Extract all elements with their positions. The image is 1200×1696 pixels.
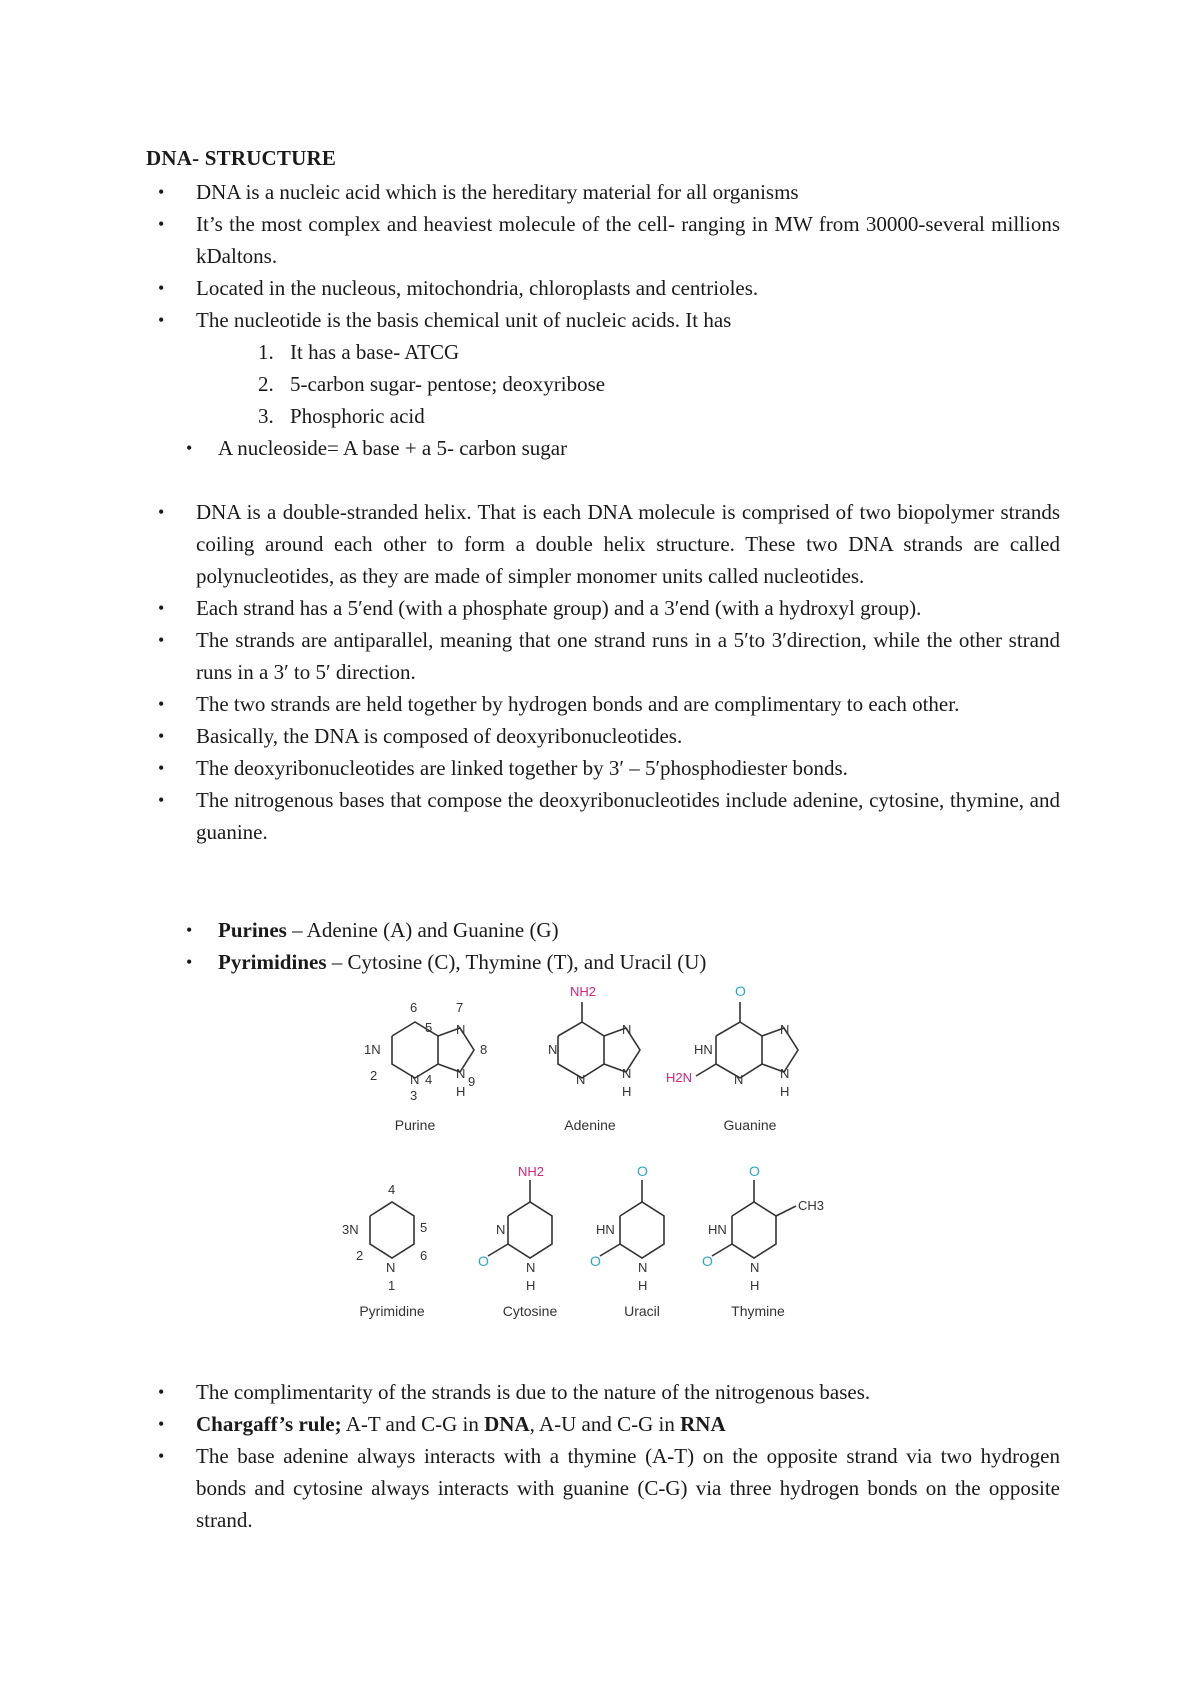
nitrogenous-bases-figure — [340, 980, 900, 1340]
pyrimidine-c6-label: 6 — [420, 1248, 428, 1263]
caption-purine: Purine — [394, 1117, 436, 1133]
purine-c4-label: 4 — [425, 1072, 433, 1087]
base-classes-list — [218, 914, 1058, 978]
adenine-n9-atom: N — [622, 1066, 632, 1081]
purine-n1-label: 1N — [364, 1042, 381, 1057]
list-item: • Pyrimidines – Cytosine (C), Thymine (T), and Uracil (U) — [218, 946, 1058, 978]
list-item: • Each strand has a 5′end (with a phosphate group) and a 3′end (with a hydroxyl group). — [196, 592, 1060, 624]
caption-cytosine: Cytosine — [502, 1303, 558, 1319]
cytosine-nh2-group: NH2 — [518, 1164, 545, 1179]
list-item: • DNA is a nucleic acid which is the hereditary material for all organisms — [196, 176, 1060, 208]
pyrimidines-label: Pyrimidines — [218, 950, 327, 974]
guanine-n9-atom: N — [780, 1066, 790, 1081]
cytosine-n1-atom: N — [526, 1260, 536, 1275]
thymine-ch3-group: CH3 — [798, 1198, 825, 1213]
guanine-n7-atom: N — [780, 1022, 790, 1037]
guanine-h9-atom: H — [780, 1084, 790, 1099]
caption-uracil: Uracil — [624, 1303, 660, 1319]
list-item: • Purines – Adenine (A) and Guanine (G) — [218, 914, 1058, 946]
list-item: • Basically, the DNA is composed of deoxyribonucleotides. — [196, 720, 1060, 752]
intro-list — [196, 176, 1060, 336]
cytosine-n3-atom: N — [496, 1222, 506, 1237]
caption-pyrimidine: Pyrimidine — [359, 1303, 425, 1319]
thymine-hn3-atom: HN — [708, 1222, 727, 1237]
closing-list — [196, 1376, 1060, 1536]
list-item: • The complimentarity of the strands is due to the nature of the nitrogenous bases. — [196, 1376, 1060, 1408]
purine-c6-label: 6 — [410, 1000, 418, 1015]
list-item: • It’s the most complex and heaviest molecule of the cell- ranging in MW from 30000-several millions kDaltons. — [196, 208, 1060, 272]
list-item: • The nitrogenous bases that compose the deoxyribonucleotides include adenine, cytosine, thymine, and guanine. — [196, 784, 1060, 848]
pyrimidine-c4-label: 4 — [388, 1182, 396, 1197]
purine-n9-atom: N — [456, 1066, 466, 1081]
nucleoside-list — [218, 432, 1058, 464]
list-item: • The base adenine always interacts with a thymine (A-T) on the opposite strand via two hydrogen bonds and cytosine always interacts with guanine (C-G) via three hydrogen bonds on the opposite strand. — [196, 1440, 1060, 1536]
pyrimidine-n1-label: 1 — [388, 1278, 396, 1293]
guanine-o6-atom: O — [735, 983, 746, 999]
list-item: • The nucleotide is the basis chemical unit of nucleic acids. It has — [196, 304, 1060, 336]
guanine-n3-atom: N — [734, 1072, 744, 1087]
thymine-o2-atom: O — [702, 1253, 713, 1269]
purines-label: Purines — [218, 918, 287, 942]
list-item: • DNA is a double-stranded helix. That is each DNA molecule is comprised of two biopolymer strands coiling around each other to form a double helix structure. These two DNA strands are called polynucleotides, as they are made of simpler monomer units called nucleotides. — [196, 496, 1060, 592]
uracil-hn3-atom: HN — [596, 1222, 615, 1237]
thymine-n1-atom: N — [750, 1260, 760, 1275]
adenine-n3-atom: N — [576, 1072, 586, 1087]
purine-n3-atom: N — [410, 1072, 420, 1087]
nucleotide-parts-list — [258, 336, 606, 432]
thymine-h1-atom: H — [750, 1278, 760, 1293]
caption-thymine: Thymine — [731, 1303, 785, 1319]
thymine-o4-atom: O — [749, 1163, 760, 1179]
uracil-o2-atom: O — [590, 1253, 601, 1269]
purine-h9-atom: H — [456, 1084, 466, 1099]
guanine-hn1-atom: HN — [694, 1042, 713, 1057]
list-item: • Located in the nucleous, mitochondria, chloroplasts and centrioles. — [196, 272, 1060, 304]
list-item: • A nucleoside= A base + a 5- carbon sugar — [218, 432, 1058, 464]
list-item: 2. 5-carbon sugar- pentose; deoxyribose — [258, 372, 606, 396]
main-list — [196, 496, 1060, 848]
pyrimidine-c5-label: 5 — [420, 1220, 428, 1235]
purine-n7-label: 7 — [456, 1000, 464, 1015]
uracil-o4-atom: O — [637, 1163, 648, 1179]
purine-c2-label: 2 — [370, 1068, 378, 1083]
list-item: • The two strands are held together by hydrogen bonds and are complimentary to each other. — [196, 688, 1060, 720]
list-item: • The strands are antiparallel, meaning that one strand runs in a 5′to 3′direction, while the other strand runs in a 3′ to 5′ direction. — [196, 624, 1060, 688]
cytosine-h1-atom: H — [526, 1278, 536, 1293]
caption-guanine: Guanine — [723, 1117, 777, 1133]
purine-c8-label: 8 — [480, 1042, 488, 1057]
pyrimidine-n3-label: 3N — [342, 1222, 359, 1237]
adenine-n1-atom: N — [548, 1042, 558, 1057]
page-title: DNA- STRUCTURE — [146, 146, 337, 170]
pyrimidine-c2-label: 2 — [356, 1248, 364, 1263]
purine-n7-atom: N — [456, 1022, 466, 1037]
adenine-n7-atom: N — [622, 1022, 632, 1037]
chargaff-rule-label: Chargaff’s rule; — [196, 1412, 342, 1436]
pyrimidine-n1-atom: N — [386, 1260, 396, 1275]
list-item: • The deoxyribonucleotides are linked together by 3′ – 5′phosphodiester bonds. — [196, 752, 1060, 784]
list-item: 1. It has a base- ATCG — [258, 340, 460, 364]
purine-n3-label: 3 — [410, 1088, 418, 1103]
cytosine-o2-atom: O — [478, 1253, 489, 1269]
purine-c5-label: 5 — [425, 1020, 433, 1035]
purine-n9-label: 9 — [468, 1074, 476, 1089]
list-item: • Chargaff’s rule; A-T and C-G in DNA, A-U and C-G in RNA — [196, 1408, 1060, 1440]
adenine-h9-atom: H — [622, 1084, 632, 1099]
guanine-h2n-group: H2N — [666, 1070, 693, 1085]
list-item: 3. Phosphoric acid — [258, 404, 425, 428]
uracil-n1-atom: N — [638, 1260, 648, 1275]
adenine-nh2-group: NH2 — [570, 984, 597, 999]
caption-adenine: Adenine — [564, 1117, 616, 1133]
uracil-h1-atom: H — [638, 1278, 648, 1293]
